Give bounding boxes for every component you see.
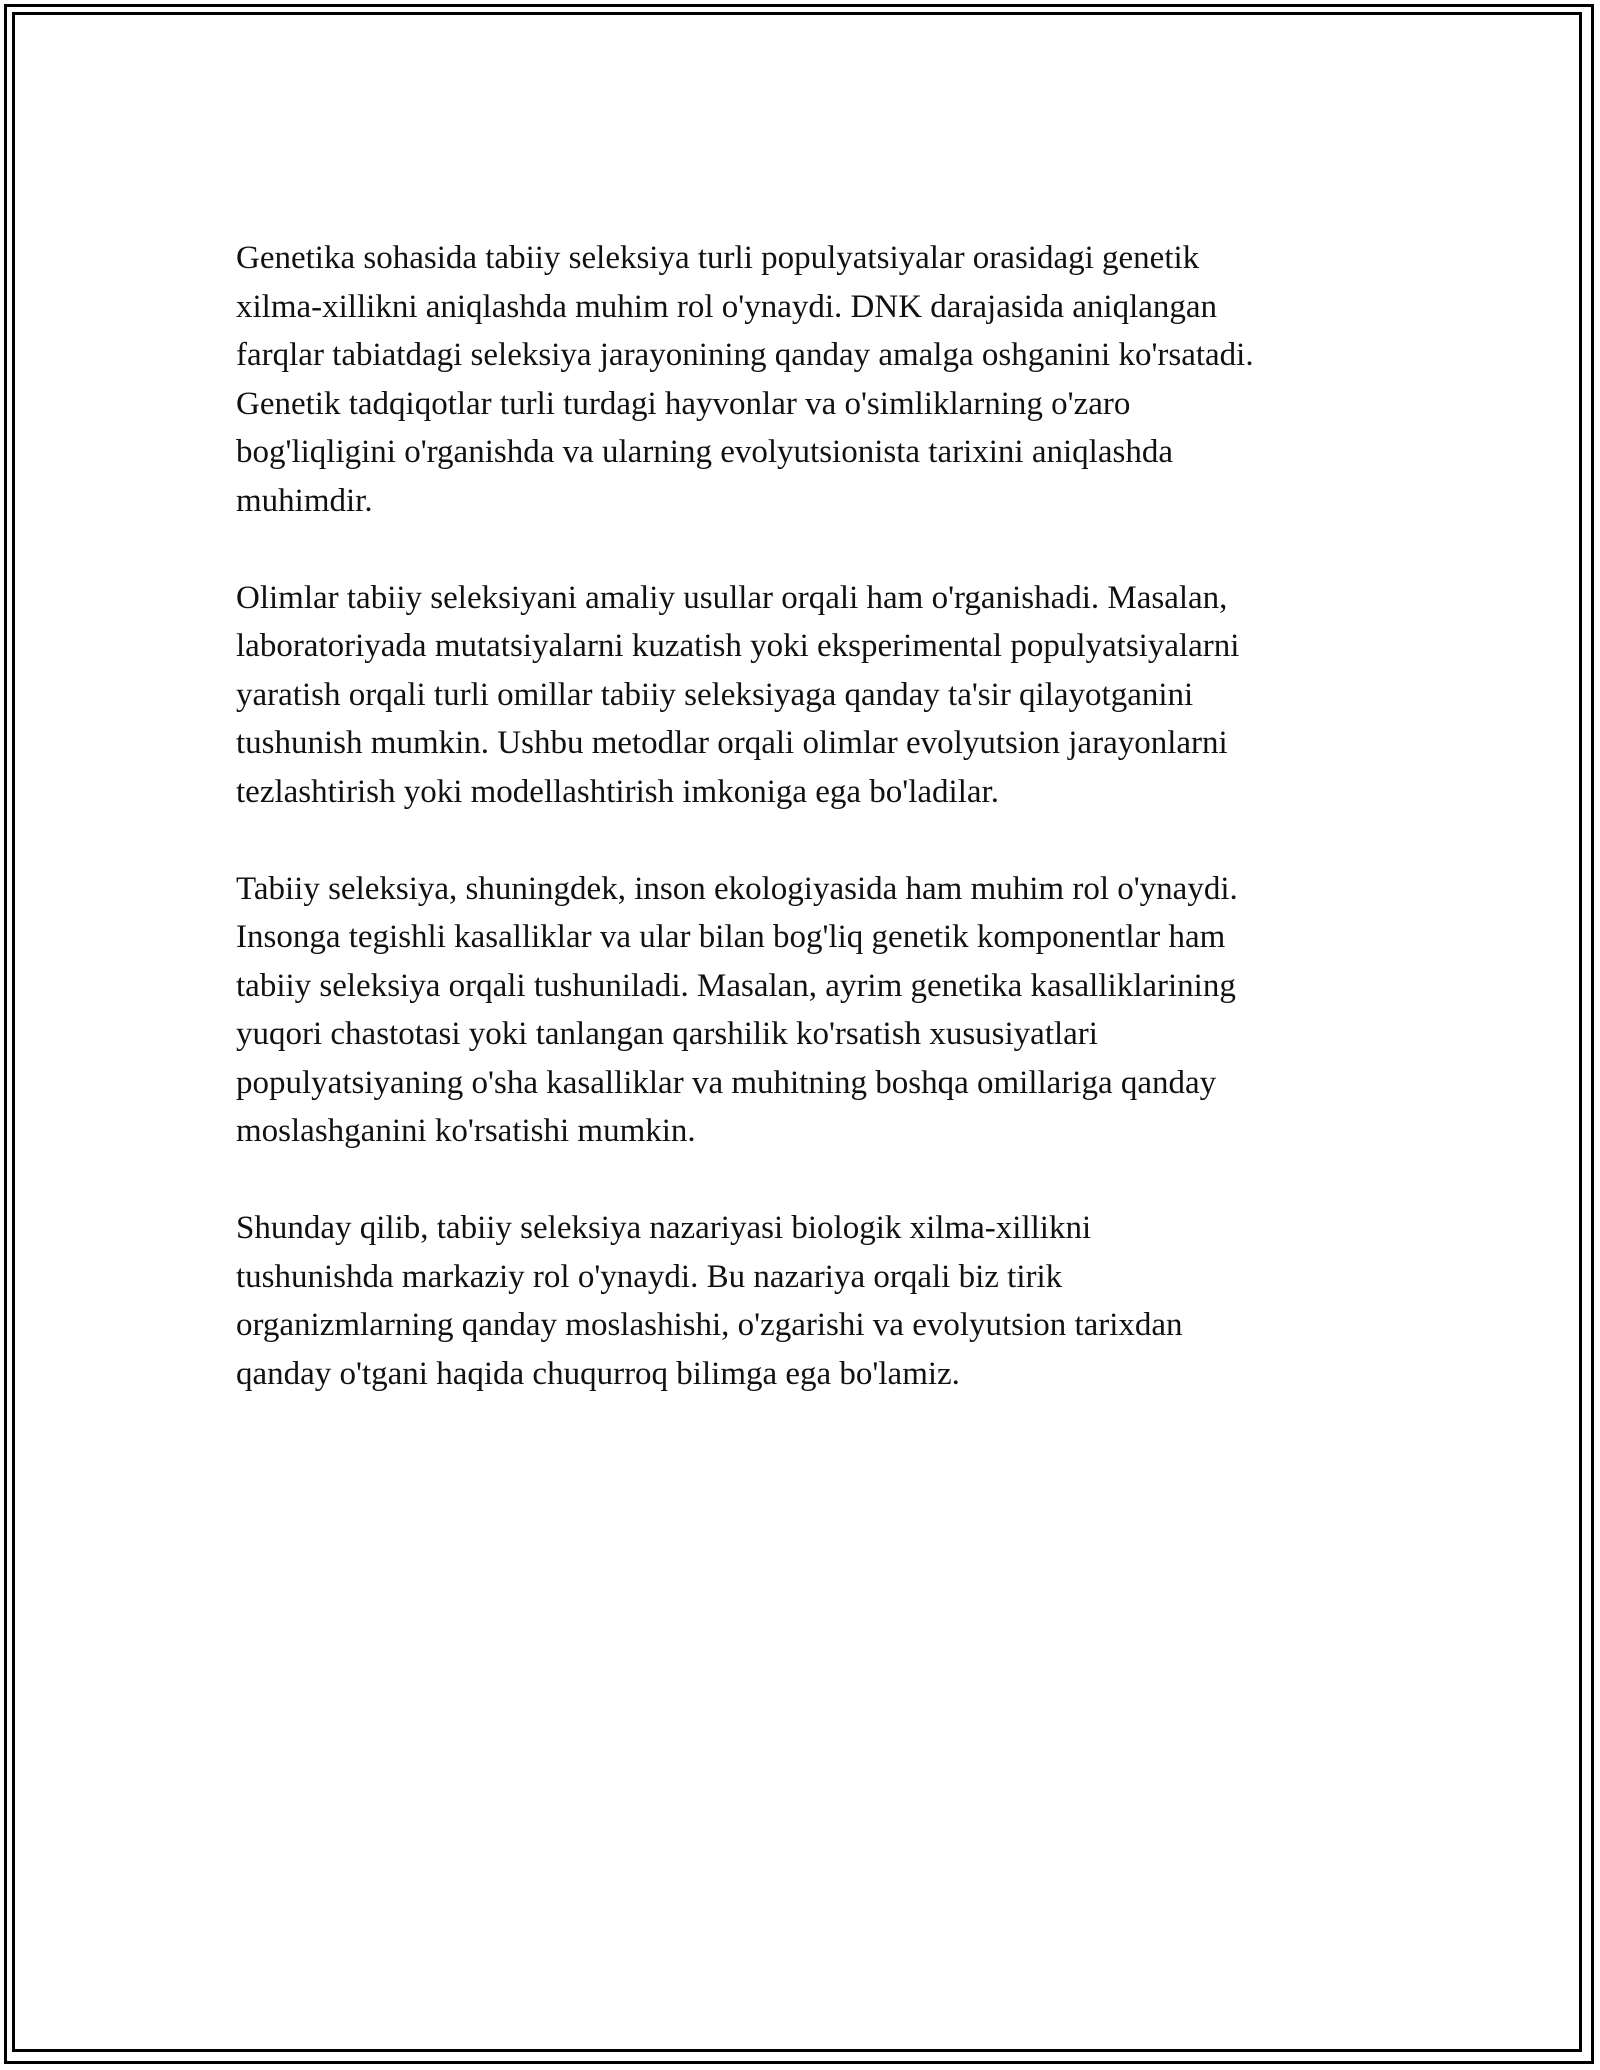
paragraph-experimental-methods: Olimlar tabiiy seleksiyani amaliy usullar orqali ham o'rganishadi. Masalan, laboratoriyada mutatsiyalarni kuzatish yoki eksperimental populyatsiyalarni yaratish orqali turli omillar tabiiy seleksiyaga qanday ta'sir qilayotganini tushunish mumkin. Ushbu metodlar orqali olimlar evolyutsion jarayonlarni tezlashtirish yoki modellashtirish imkoniga ega bo'ladilar. <box>236 579 1240 810</box>
paragraph-human-ecology: Tabiiy seleksiya, shuningdek, inson ekologiyasida ham muhim rol o'ynaydi. Insonga tegishli kasalliklar va ular bilan bog'liq genetik komponentlar ham tabiiy seleksiya orqali tushuniladi. Masalan, ayrim genetika kasalliklarining yuqori chastotasi yoki tanlangan qarshilik ko'rsatish xususiyatlari populyatsiyaning o'sha kasalliklar va muhitning boshqa omillariga qanday moslashganini ko'rsatishi mumkin. <box>236 870 1238 1149</box>
document-body <box>236 234 1386 1447</box>
paragraph-conclusion: Shunday qilib, tabiiy seleksiya nazariyasi biologik xilma-xillikni tushunishda markaziy rol o'ynaydi. Bu nazariya orqali biz tirik organizmlarning qanday moslashishi, o'zgarishi va evolyutsion tarixdan qanday o'tgani haqida chuqurroq bilimga ega bo'lamiz. <box>236 1210 1183 1392</box>
paragraph-genetics: Genetika sohasida tabiiy seleksiya turli populyatsiyalar orasidagi genetik xilma-xillikni aniqlashda muhim rol o'ynaydi. DNK darajasida aniqlangan farqlar tabiatdagi seleksiya jarayonining qanday amalga oshganini ko'rsatadi. Genetik tadqiqotlar turli turdagi hayvonlar va o'simliklarning o'zaro bog'liqligini o'rganishda va ularning evolyutsionista tarixini aniqlashda muhimdir. <box>236 240 1254 519</box>
